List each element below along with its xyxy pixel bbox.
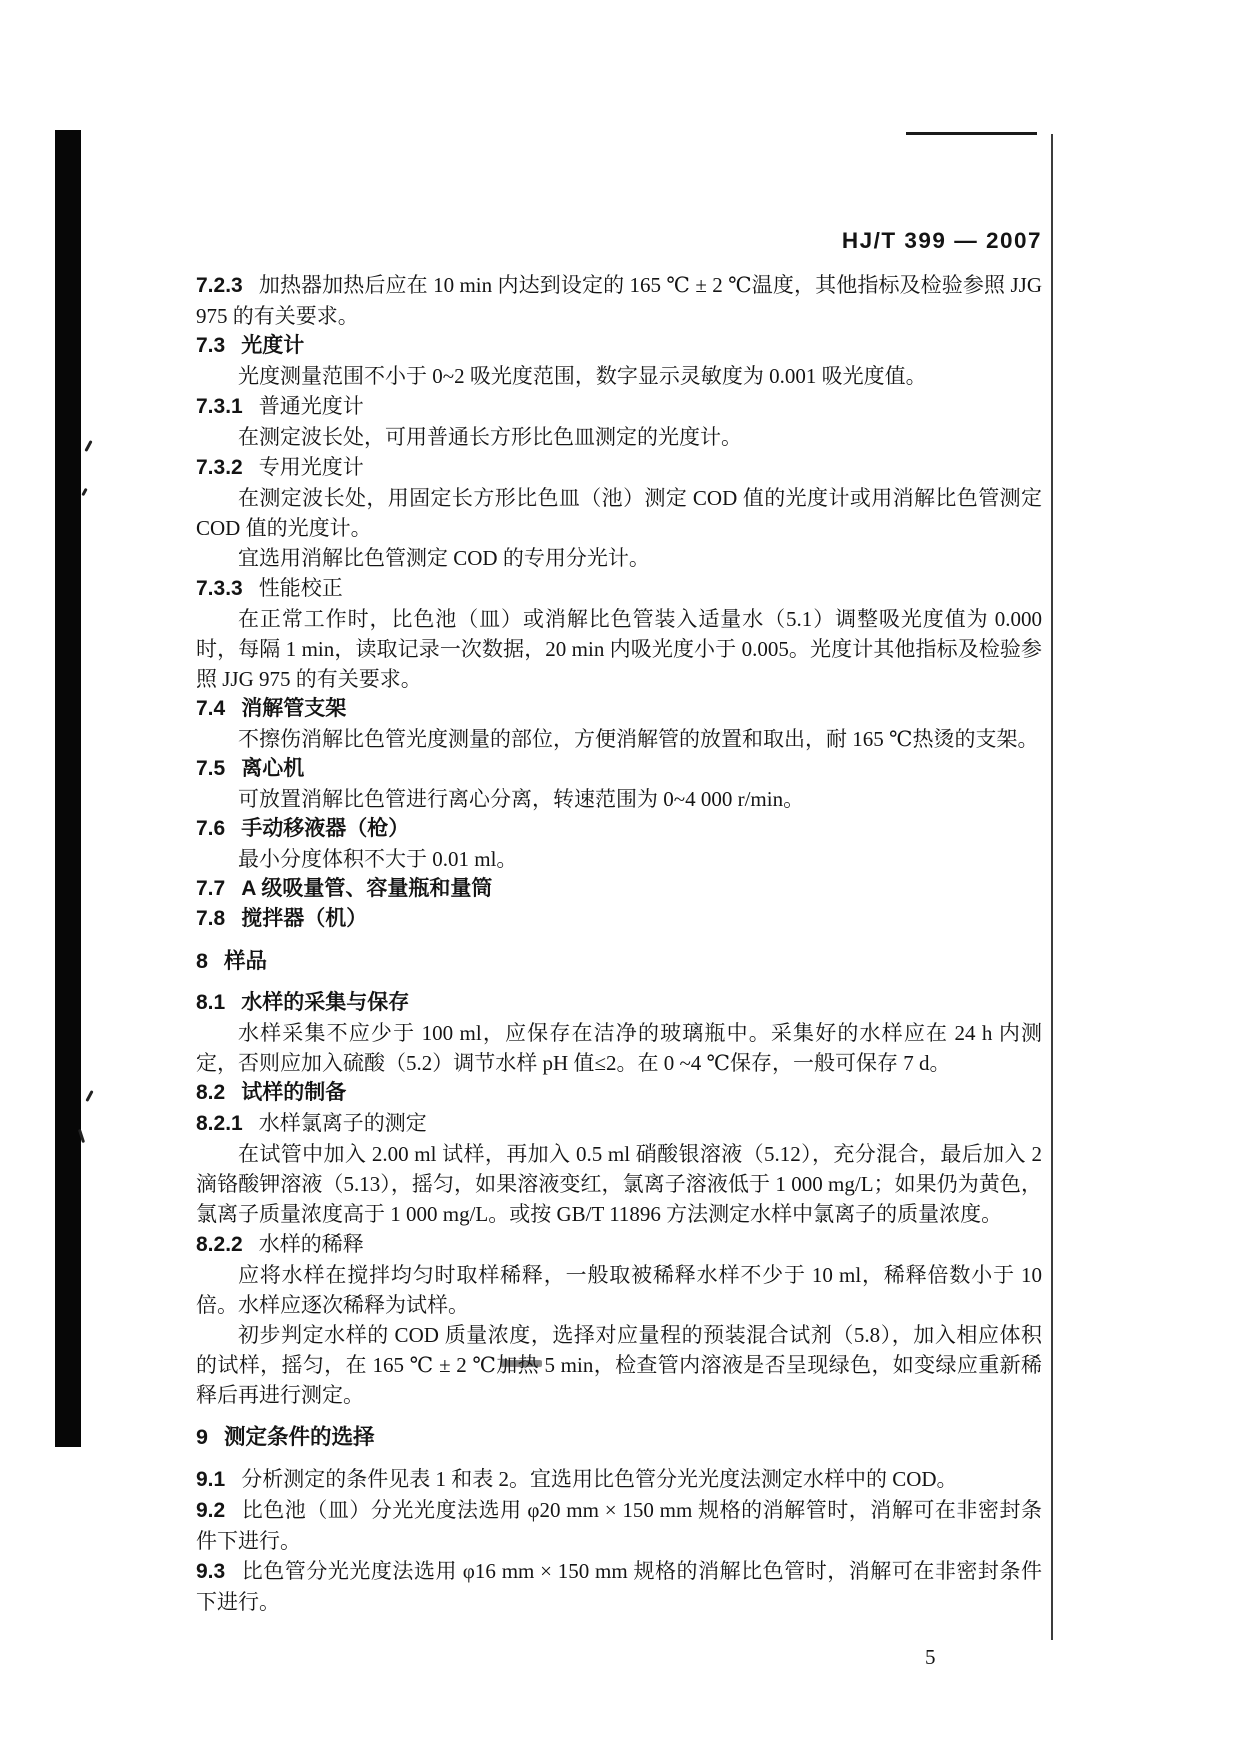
scan-speck	[85, 1090, 93, 1102]
heading-text: A 级吸量管、容量瓶和量筒	[241, 877, 493, 900]
clause-text: 比色池（皿）分光光度法选用 φ20 mm × 150 mm 规格的消解管时，消解可在非密封条件下进行。	[196, 1498, 1042, 1553]
heading-7-7	[196, 874, 1042, 904]
heading-text: 搅拌器（机）	[241, 907, 368, 930]
clause-number: 7.3.3	[196, 577, 243, 600]
clause-text: 比色管分光光度法选用 φ16 mm × 150 mm 规格的消解比色管时，消解可在非密封条件下进行。	[196, 1559, 1042, 1614]
clause-number: 7.3.1	[196, 395, 243, 418]
clause-number: 7.6	[196, 817, 226, 840]
scan-speck	[84, 440, 92, 452]
body-paragraph: 可放置消解比色管进行离心分离，转速范围为 0~4 000 r/min。	[238, 787, 805, 811]
body-paragraph: 在正常工作时，比色池（皿）或消解比色管装入适量水（5.1）调整吸光度值为 0.000 时，每隔 1 min，读取记录一次数据，20 min 内吸光度小于 0.005。光度计其他指标及检验参照 JJG 975 的有关要求。	[196, 607, 1042, 691]
heading-text: 测定条件的选择	[223, 1425, 375, 1449]
heading-text: 性能校正	[258, 576, 343, 600]
heading-text: 手动移液器（枪）	[241, 817, 410, 840]
heading-7-3-1	[196, 391, 1042, 422]
clause-number: 9.1	[196, 1468, 226, 1491]
clause-number: 9.3	[196, 1560, 226, 1583]
clause-9-2	[196, 1495, 1042, 1556]
heading-8	[196, 946, 1042, 976]
body-paragraph: 不擦伤消解比色管光度测量的部位，方便消解管的放置和取出，耐 165 ℃热烫的支架。	[238, 727, 1039, 751]
heading-7-8	[196, 904, 1042, 934]
heading-7-3-3	[196, 573, 1042, 604]
clause-number: 8.2.2	[196, 1233, 243, 1256]
body-paragraph: 在测定波长处，用固定长方形比色皿（池）测定 COD 值的光度计或用消解比色管测定 COD 值的光度计。	[196, 486, 1042, 540]
clause-9-3	[196, 1556, 1042, 1617]
heading-text: 专用光度计	[258, 455, 364, 479]
heading-text: 离心机	[241, 757, 305, 780]
clause-number: 7.3	[196, 334, 226, 357]
body-paragraph: 在测定波长处，可用普通长方形比色皿测定的光度计。	[238, 425, 742, 449]
heading-8-2	[196, 1078, 1042, 1108]
heading-8-2-1	[196, 1108, 1042, 1139]
clause-number: 8.1	[196, 991, 226, 1014]
body-paragraph: 宜选用消解比色管测定 COD 的专用分光计。	[238, 546, 650, 570]
heading-8-2-2	[196, 1229, 1042, 1260]
scan-speck	[81, 488, 87, 496]
clause-7-2-3	[196, 270, 1042, 331]
heading-text: 普通光度计	[258, 394, 364, 418]
clause-number: 8.2.1	[196, 1112, 243, 1135]
heading-7-5	[196, 754, 1042, 784]
body-paragraph: 光度测量范围不小于 0~2 吸光度范围，数字显示灵敏度为 0.001 吸光度值。	[238, 364, 927, 388]
heading-7-6	[196, 814, 1042, 844]
scan-edge-line	[1051, 134, 1053, 1640]
body-paragraph: 应将水样在搅拌均匀时取样稀释，一般取被稀释水样不少于 10 ml，稀释倍数小于 10 倍。水样应逐次稀释为试样。	[196, 1263, 1042, 1317]
heading-9	[196, 1422, 1042, 1452]
heading-text: 试样的制备	[241, 1081, 347, 1104]
clause-number: 9.2	[196, 1499, 226, 1522]
standard-code-header: HJ/T 399 — 2007	[841, 228, 1042, 253]
document-body	[196, 226, 1042, 1617]
heading-7-3	[196, 331, 1042, 361]
heading-text: 水样的采集与保存	[241, 991, 410, 1014]
body-paragraph: 最小分度体积不大于 0.01 ml。	[238, 847, 518, 871]
heading-text: 水样氯离子的测定	[258, 1111, 427, 1135]
clause-number: 9	[196, 1425, 208, 1449]
clause-text: 分析测定的条件见表 1 和表 2。宜选用比色管分光光度法测定水样中的 COD。	[241, 1467, 958, 1491]
clause-number: 7.3.2	[196, 456, 243, 479]
scan-binding-bar	[55, 130, 81, 1447]
clause-number: 7.7	[196, 877, 226, 900]
body-paragraph: 水样采集不应少于 100 ml，应保存在洁净的玻璃瓶中。采集好的水样应在 24 h 内测定，否则应加入硫酸（5.2）调节水样 pH 值≤2。在 0 ~4 ℃保存，一般可保存 7 d。	[196, 1021, 1042, 1075]
clause-text: 加热器加热后应在 10 min 内达到设定的 165 ℃ ± 2 ℃温度，其他指标及检验参照 JJG 975 的有关要求。	[196, 273, 1042, 328]
clause-number: 7.8	[196, 907, 226, 930]
heading-7-4	[196, 694, 1042, 724]
body-paragraph: 在试管中加入 2.00 ml 试样，再加入 0.5 ml 硝酸银溶液（5.12），充分混合，最后加入 2 滴铬酸钾溶液（5.13），摇匀，如果溶液变红，氯离子溶液低于 1 000 mg/L；如果仍为黄色，氯离子质量浓度高于 1 000 mg/L。或按 GB/T 11896 方法测定水样中氯离子的质量浓度。	[196, 1142, 1042, 1226]
page-number: 5	[925, 1645, 936, 1669]
scan-top-line	[906, 132, 1037, 135]
heading-7-3-2	[196, 452, 1042, 483]
clause-9-1	[196, 1464, 1042, 1495]
heading-text: 样品	[223, 949, 267, 973]
heading-text: 水样的稀释	[258, 1232, 364, 1256]
clause-number: 7.2.3	[196, 274, 243, 297]
heading-text: 光度计	[241, 334, 305, 357]
body-paragraph: 初步判定水样的 COD 质量浓度，选择对应量程的预装混合试剂（5.8），加入相应体积的试样，摇匀，在 165 ℃ ± 2 ℃加热 5 min，检查管内溶液是否呈现绿色，如变绿应重新稀释后再进行测定。	[196, 1323, 1042, 1407]
heading-8-1	[196, 988, 1042, 1018]
clause-number: 8.2	[196, 1081, 226, 1104]
clause-number: 8	[196, 949, 208, 973]
clause-number: 7.5	[196, 757, 226, 780]
heading-text: 消解管支架	[241, 697, 347, 720]
clause-number: 7.4	[196, 697, 226, 720]
